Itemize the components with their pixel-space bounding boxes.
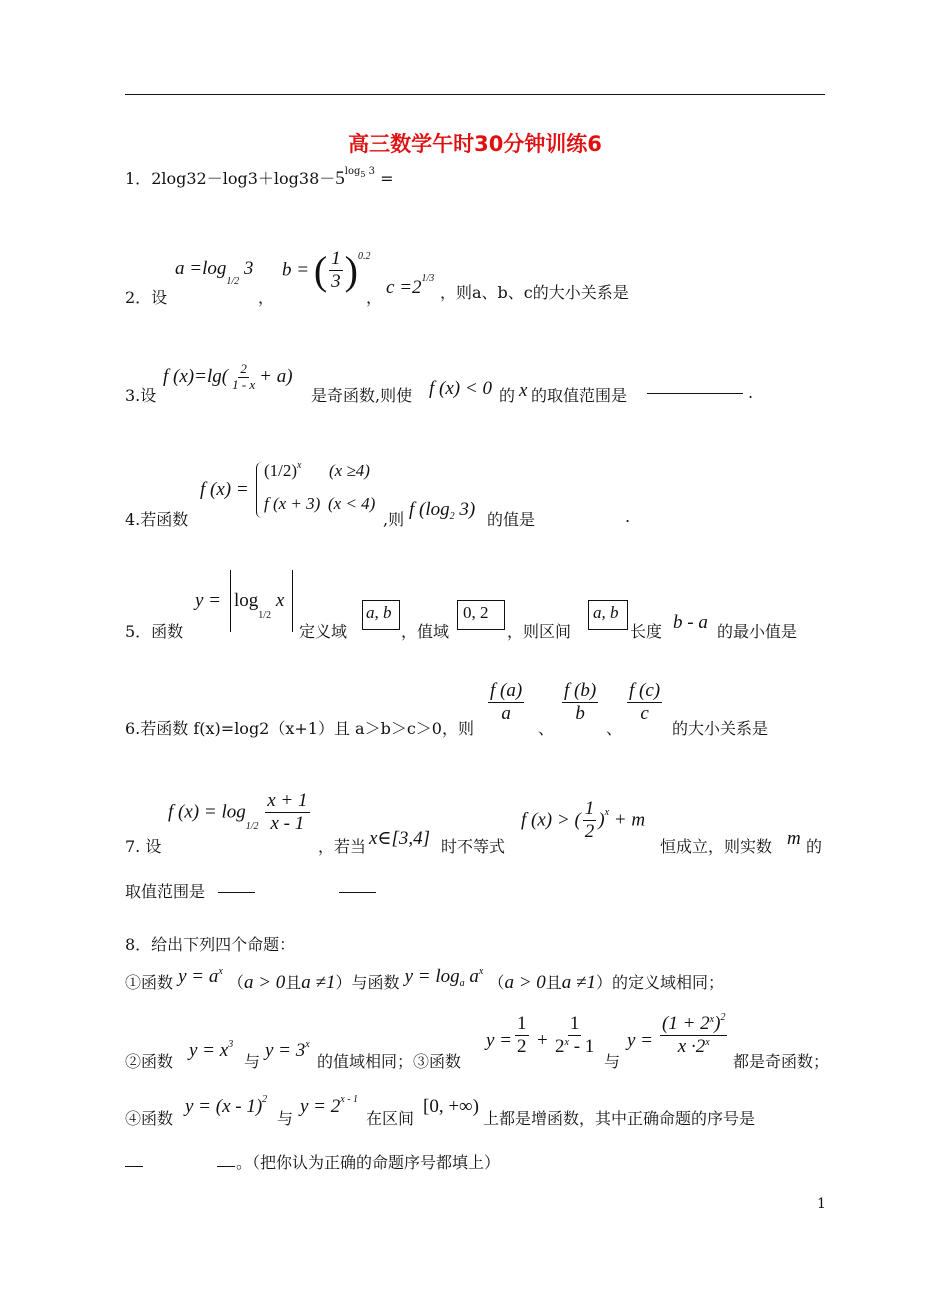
q2-number: 2．设 bbox=[125, 288, 168, 307]
q8-p4-tail: 上都是增函数，其中正确命题的序号是 bbox=[483, 1109, 756, 1128]
q3-number: 3.设 bbox=[125, 386, 157, 405]
q3-inequality: f (x) < 0 bbox=[429, 378, 492, 399]
q3-variable: x bbox=[519, 380, 528, 401]
q7-text-3: 恒成立，则实数 bbox=[660, 837, 773, 856]
q8-p3-y: y = bbox=[486, 1030, 513, 1051]
q8-intro: 8．给出下列四个命题： bbox=[125, 935, 296, 954]
q8-proposition-3-label: 的值域相同；③函数 bbox=[317, 1052, 462, 1071]
q5-range: 0, 2 bbox=[463, 603, 489, 622]
q6-fraction-c: $\frac{f (c)}{c}$ bbox=[629, 680, 661, 724]
page-number: 1 bbox=[817, 1196, 826, 1212]
q5-y: y = bbox=[195, 590, 222, 611]
header-rule bbox=[125, 94, 825, 95]
q7-condition: x∈[3,4] bbox=[369, 828, 431, 849]
q5-abs-right bbox=[292, 570, 293, 632]
q8-p2-y-exp: $y = 3^x$ bbox=[265, 1039, 310, 1061]
q2-c-expr: $c =2^{1/3}$ bbox=[386, 273, 435, 298]
q7-text-1: ，若当 bbox=[318, 837, 367, 856]
q8-p2-y-cube: $y = x^3$ bbox=[189, 1039, 234, 1061]
q7-line-2: 取值范围是 bbox=[125, 882, 206, 901]
q4-end: . bbox=[625, 507, 631, 526]
q5-interval: a, b bbox=[593, 603, 619, 622]
q8-closing: 。（把你认为正确的命题序号都填上） bbox=[236, 1153, 501, 1172]
q5-text-3: ，则区间 bbox=[507, 622, 572, 641]
q7-blank-1 bbox=[218, 882, 255, 893]
q5-abs-left bbox=[230, 570, 231, 632]
q8-p4-text: 在区间 bbox=[366, 1109, 415, 1128]
q8-p3-fraction-3: $\frac{(1 + 2^x)^2}{x \cdot 2^x}$ bbox=[662, 1012, 726, 1057]
q8-p4-with: 与 bbox=[277, 1109, 294, 1128]
q3-function: f (x)=lg( $\frac{2}{1 - x}$ + a) bbox=[163, 361, 293, 392]
q7-function: f $(x) = \log_{1/2}$ $\frac{x + 1}{x - 1}$ bbox=[168, 790, 308, 834]
q8-p3-tail: 都是奇函数； bbox=[733, 1052, 830, 1071]
q7-m: m bbox=[787, 828, 801, 849]
q7-blank-2 bbox=[339, 882, 376, 893]
q4-case-2: f (x + 3) bbox=[264, 494, 321, 513]
q6-separator-2: 、 bbox=[606, 719, 623, 738]
q3-middle: 是奇函数,则使 bbox=[311, 386, 413, 405]
q2-b-expr: b = ( $\frac{1}{3}$ )$^{0.2}$ bbox=[282, 248, 371, 293]
q8-proposition-1: ①函数 $y = a^x$ （a > 0且a ≠1）与函数 $y = \log_a a^x$ （a > 0且a ≠1）的定义域相同； bbox=[125, 966, 724, 993]
q2-a-expr: $a =\log_{1/2}$ 3 bbox=[175, 258, 254, 287]
q4-fx: f (x) = bbox=[200, 479, 249, 500]
q8-proposition-4-label: ④函数 bbox=[125, 1109, 174, 1128]
q7-text-2: 时不等式 bbox=[441, 837, 506, 856]
q4-number: 4.若函数 bbox=[125, 510, 189, 529]
q3-tail: 的取值范围是 bbox=[531, 386, 628, 405]
q5-domain: a, b bbox=[366, 603, 392, 622]
page-title: 高三数学午时30分钟训练6 bbox=[348, 132, 602, 156]
q2-tail: ，则a、b、c的大小关系是 bbox=[440, 283, 629, 302]
q4-tail: 的值是 bbox=[487, 510, 536, 529]
q8-p3-y2: y = bbox=[627, 1030, 654, 1051]
q6-tail: 的大小关系是 bbox=[672, 719, 769, 738]
q5-text-5: 的最小值是 bbox=[717, 622, 798, 641]
q1-base: 5 bbox=[335, 168, 345, 189]
q8-p2-with: 与 bbox=[244, 1052, 261, 1071]
q8-p4-y2: $y = 2^{x - 1}$ bbox=[300, 1094, 359, 1117]
q4-case-1-condition: (x ≥4) bbox=[329, 461, 370, 480]
q1-number: 1． bbox=[125, 169, 152, 188]
q8-blank-2 bbox=[217, 1156, 235, 1167]
q3-end: . bbox=[748, 383, 754, 402]
q8-p4-y1: y = (x - 1)$^2$ bbox=[185, 1094, 268, 1117]
q7-text-4: 的 bbox=[806, 837, 823, 856]
q3-answer-blank bbox=[647, 385, 743, 394]
question-1 bbox=[125, 166, 394, 190]
q8-p3-plus: + bbox=[537, 1030, 548, 1051]
q6-separator-1: 、 bbox=[538, 719, 555, 738]
q4-case-2-condition: (x < 4) bbox=[328, 494, 376, 513]
q5-number: 5．函数 bbox=[125, 622, 184, 641]
q4-brace bbox=[256, 462, 263, 518]
q5-text-1: 定义域 bbox=[299, 622, 348, 641]
q2-comma-1: ， bbox=[258, 288, 275, 307]
q8-proposition-2-label: ②函数 bbox=[125, 1052, 174, 1071]
q8-p3-fraction-2: $\frac{1}{2^x - 1}$ bbox=[555, 1013, 595, 1057]
q7-number: 7. 设 bbox=[125, 837, 162, 856]
q4-expression: f ($\log_2$ 3) bbox=[409, 499, 476, 522]
q8-p3-fraction-1: $\frac{1}{2}$ bbox=[517, 1013, 527, 1057]
q7-inequality: f (x) > ( $\frac{1}{2}$ )$^x$ + m bbox=[521, 798, 646, 842]
q5-log: $\log_{1/2} x$ bbox=[234, 590, 285, 621]
q8-p3-with: 与 bbox=[604, 1052, 621, 1071]
q5-text-4: 长度 bbox=[630, 622, 663, 641]
q4-middle: ,则 bbox=[383, 510, 405, 529]
q1-text: 2log32－log3＋log38－ bbox=[151, 169, 336, 188]
q4-case-1: $(1/2)^x$ bbox=[264, 460, 302, 480]
q1-equals: = bbox=[380, 169, 394, 188]
q8-blank-1 bbox=[125, 1156, 143, 1167]
q1-exponent: log5 3 bbox=[344, 166, 376, 179]
q6-fraction-a: $\frac{f (a)}{a}$ bbox=[490, 680, 523, 724]
q8-p4-interval: [0, +∞) bbox=[423, 1096, 479, 1117]
q5-length: b - a bbox=[673, 612, 708, 633]
q5-text-2: ，值域 bbox=[401, 622, 450, 641]
q2-comma-2: ， bbox=[366, 288, 383, 307]
q6-text: 6.若函数 f(x)=log2（x+1）且 a＞b＞c＞0，则 bbox=[125, 719, 474, 738]
q6-fraction-b: $\frac{f (b)}{b}$ bbox=[564, 680, 597, 724]
q3-middle-2: 的 bbox=[499, 386, 516, 405]
